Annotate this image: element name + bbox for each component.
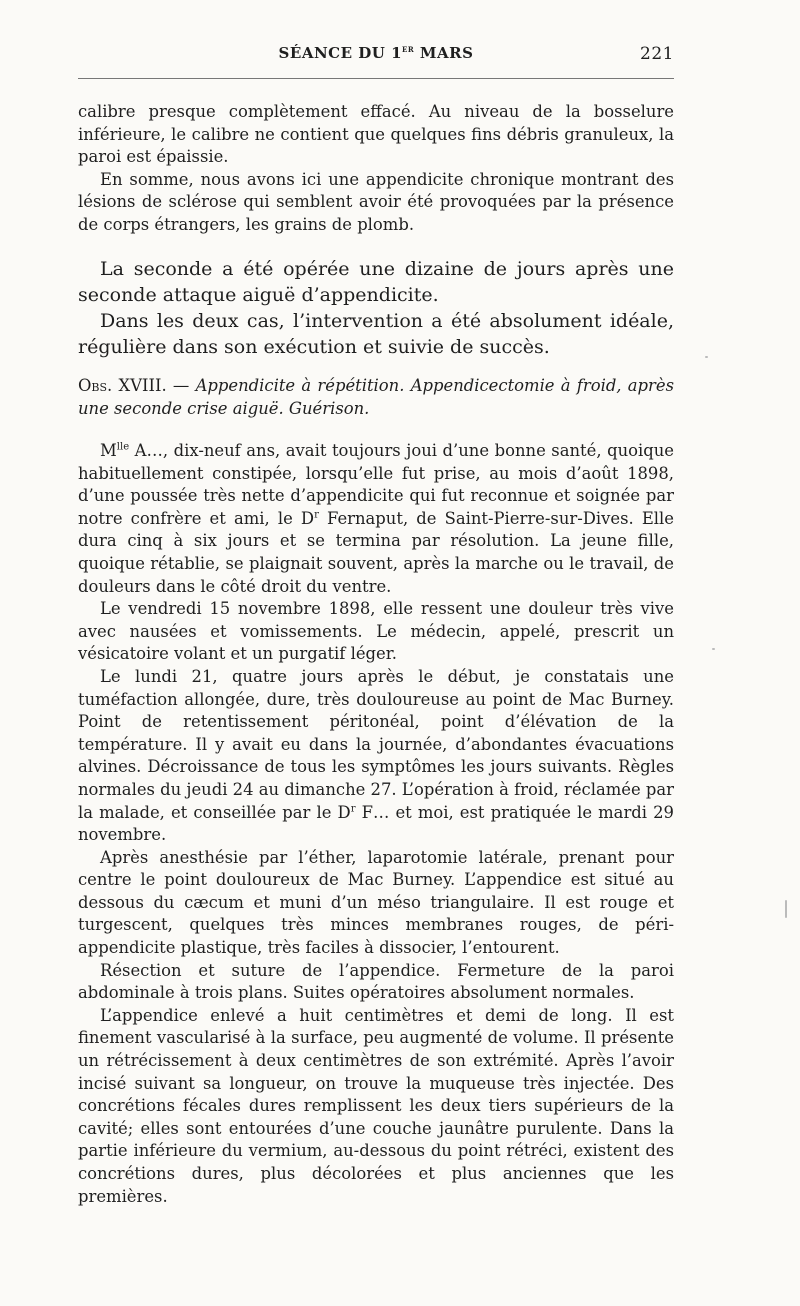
paragraph: La seconde a été opérée une dizaine de jours après une seconde attaque aiguë d’appendicite.: [78, 258, 674, 306]
paragraph: Résection et suture de l’appendice. Fermeture de la paroi abdominale à trois plans. Suites opératoires absolument normales.: [78, 960, 674, 1003]
paragraph: En somme, nous avons ici une appendicite chronique montrant des lésions de sclérose qui semblent avoir été provoquées par la présence de corps étrangers, les grains de plomb.: [78, 169, 674, 234]
case-report: [78, 440, 674, 1208]
paper-speck: [705, 356, 708, 358]
paper-edge-mark: [785, 900, 787, 918]
running-title: SÉANCE DU 1er MARS: [278, 44, 474, 62]
paragraph: calibre presque complètement effacé. Au niveau de la bosselure inférieure, le calibre ne contient que quelques fins débris granuleux, la paroi est épaissie.: [78, 102, 674, 167]
paragraph: Dans les deux cas, l’intervention a été absolument idéale, régulière dans son exécution et suivie de succès.: [78, 310, 674, 358]
paragraph: Le vendredi 15 novembre 1898, elle ressent une douleur très vive avec nausées et vomissements. Le médecin, appelé, prescrit un vésicatoire volant et un purgatif léger.: [78, 599, 674, 664]
page-number: 221: [640, 44, 674, 64]
page-header: [78, 44, 674, 66]
paragraph: Le lundi 21, quatre jours après le début, je constatais une tuméfaction allongée, dure, très douloureuse au point de Mac Burney. Point de retentissement péritonéal, point d’élévation de la température. Il y avait eu dans la journée, d’abondantes évacuations alvines. Décroissance de tous les symptômes les jours suivants. Règles normales du jeudi 24 au dimanche 27. L’opération à froid, réclamée par la malade, et conseillée par le $D^r$ F… et moi, est pratiquée le mardi 29 novembre.: [78, 666, 674, 845]
observation-subject: Appendicite à répétition. Appendicectomie à froid, après une seconde crise aiguë. Guérison.: [78, 376, 674, 418]
observation-number: Obs. XVIII. —: [78, 376, 190, 395]
paragraph: $M^{lle}$ A…, dix-neuf ans, avait toujours joui d’une bonne santé, quoique habituellement constipée, lorsqu’elle fut prise, au mois d’août 1898, d’une poussée très nette d’appendicite qui fut reconnue et soignée par notre confrère et ami, le $D^r$ Fernaput, de Saint-Pierre-sur-Dives. Elle dura cinq à six jours et se termina par résolution. La jeune fille, quoique rétablie, se plaignait souvent, après la marche ou le travail, de douleurs dans le côté droit du ventre.: [78, 441, 674, 596]
paragraph: L’appendice enlevé a huit centimètres et demi de long. Il est finement vascularisé à la surface, peu augmenté de volume. Il présente un rétrécissement à deux centimètres de son extrémité. Après l’avoir incisé suivant sa longueur, on trouve la muqueuse très injectée. Des concrétions fécales dures remplissent les deux tiers supérieurs de la cavité; elles sont entourées d’une couche jaunâtre purulente. Dans la partie inférieure du vermium, au-dessous du point rétréci, existent des concrétions dures, plus décolorées et plus anciennes que les premières.: [78, 1005, 674, 1206]
paper-speck: [712, 648, 715, 650]
observation-heading: [78, 375, 674, 420]
text-block-large: [78, 256, 674, 360]
paragraph: Après anesthésie par l’éther, laparotomie latérale, prenant pour centre le point douloureux de Mac Burney. L’appendice est situé au dessous du cæcum et muni d’un méso triangulaire. Il est rouge et turgescent, quelques très minces membranes rouges, de péri-appendicite plastique, très faciles à dissocier, l’entourent.: [78, 847, 674, 958]
observation-title: [78, 375, 674, 420]
text-block-top: [78, 101, 674, 237]
header-rule: [78, 78, 674, 79]
